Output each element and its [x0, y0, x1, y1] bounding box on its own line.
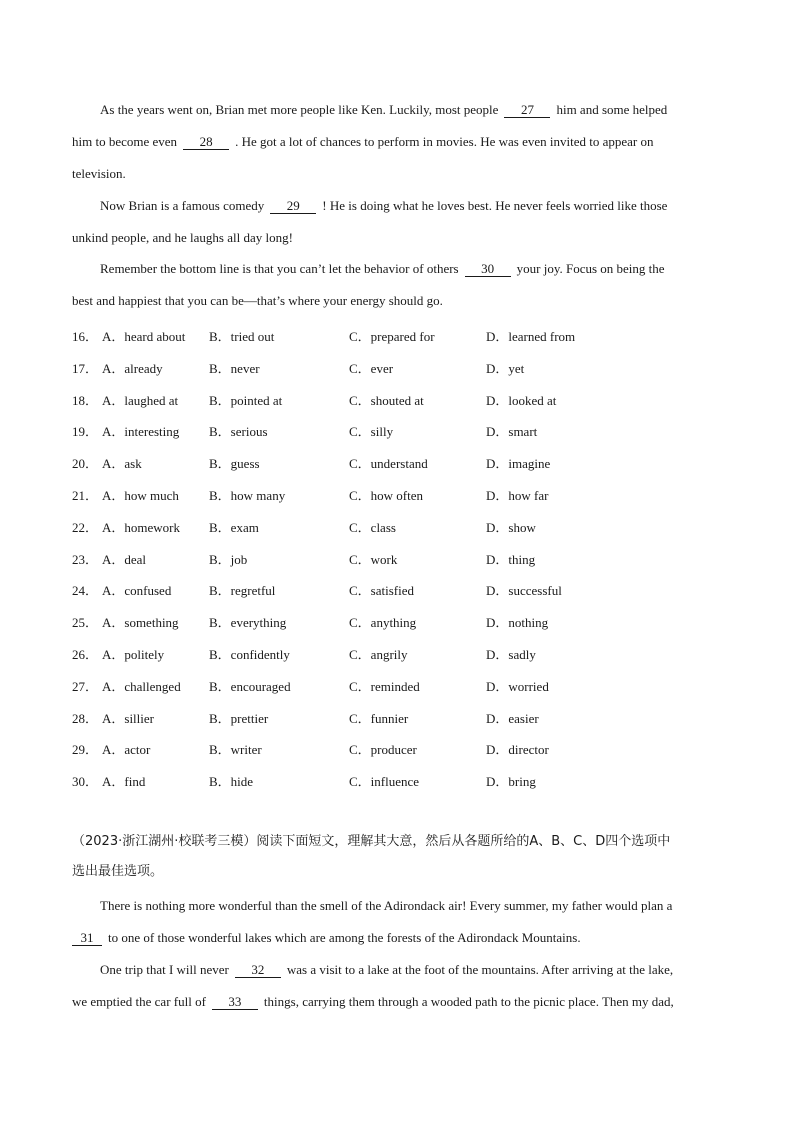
option-a: A．laughed at: [102, 392, 179, 408]
option-a: A．sillier: [102, 710, 154, 726]
option-a: A．actor: [102, 742, 151, 758]
source-line-1: （2023·浙江湖州·校联考三模）阅读下面短文，理解其大意，然后从各题所给的A、B、C、D四个选项中: [72, 834, 671, 849]
blank-29: 29: [270, 199, 316, 214]
option-c: C．ever: [349, 360, 394, 376]
blank-27: 27: [504, 103, 550, 118]
option-a: A．deal: [102, 551, 147, 567]
option-a: A．confused: [102, 583, 172, 599]
option-b: B．hide: [209, 774, 254, 790]
option-a: A．challenged: [102, 678, 181, 694]
option-d: D．how far: [486, 487, 549, 503]
option-a: A．heard about: [102, 329, 186, 344]
section-source: [72, 827, 728, 887]
option-b: B．job: [209, 551, 248, 567]
option-d: D．show: [486, 519, 536, 535]
text: One trip that I will never: [100, 962, 229, 977]
question-row: [72, 509, 732, 541]
question-number: 27．: [72, 678, 99, 694]
text: was a visit to a lake at the foot of the mountains. After arriving at the lake,: [286, 962, 674, 977]
question-number: 17．: [72, 360, 99, 376]
option-d: D．smart: [486, 424, 538, 440]
option-c: C．funnier: [349, 710, 409, 726]
question-number: 21．: [72, 487, 99, 503]
text: your joy. Focus on being the: [516, 261, 665, 276]
option-b: B．regretful: [209, 583, 276, 599]
option-b: B．encouraged: [209, 678, 291, 694]
option-d: D．yet: [486, 360, 525, 376]
text: we emptied the car full of: [72, 994, 206, 1009]
option-c: C．class: [349, 519, 396, 535]
question-number: 24．: [72, 583, 99, 599]
option-c: C．influence: [349, 774, 420, 790]
question-number: 30．: [72, 774, 99, 790]
option-c: C．angrily: [349, 646, 408, 662]
question-number: 28．: [72, 710, 99, 726]
question-row: [72, 763, 732, 795]
option-b: B．tried out: [209, 329, 275, 344]
question-number: 20．: [72, 456, 99, 472]
option-c: C．silly: [349, 424, 394, 440]
text: As the years went on, Brian met more people like Ken. Luckily, most people: [100, 102, 499, 117]
question-row: [72, 318, 732, 350]
question-row: [72, 636, 732, 668]
text: best and happiest that you can be—that’s where your energy should go.: [72, 293, 443, 308]
option-b: B．guess: [209, 456, 260, 472]
question-row: [72, 668, 732, 700]
question-row: [72, 604, 732, 636]
option-a: A．how much: [102, 487, 179, 503]
option-c: C．understand: [349, 456, 428, 472]
option-d: D．director: [486, 742, 549, 758]
blank-31: 31: [72, 931, 102, 946]
text: unkind people, and he laughs all day long!: [72, 230, 293, 245]
option-a: A．politely: [102, 646, 165, 662]
text: Remember the bottom line is that you can’t let the behavior of others: [100, 261, 459, 276]
question-row: [72, 382, 732, 414]
option-a: A．something: [102, 615, 179, 631]
passage1-paragraph2: [72, 190, 720, 254]
question-row: [72, 541, 732, 573]
option-d: D．looked at: [486, 392, 557, 408]
question-number: 19．: [72, 424, 99, 440]
blank-30: 30: [465, 262, 511, 277]
source-line-2: 选出最佳选项。: [72, 864, 164, 879]
option-d: D．bring: [486, 774, 536, 790]
option-d: D．easier: [486, 710, 539, 726]
question-number: 26．: [72, 646, 99, 662]
text: . He got a lot of chances to perform in movies. He was even invited to appear on: [235, 134, 654, 149]
option-d: D．thing: [486, 551, 536, 567]
text: to one of those wonderful lakes which are among the forests of the Adirondack Mountains.: [108, 930, 581, 945]
option-c: C．prepared for: [349, 329, 435, 344]
option-c: C．reminded: [349, 678, 420, 694]
question-row: [72, 413, 732, 445]
option-a: A．find: [102, 774, 146, 790]
question-row: [72, 700, 732, 732]
option-b: B．how many: [209, 487, 286, 503]
option-c: C．work: [349, 551, 398, 567]
text: Now Brian is a famous comedy: [100, 198, 265, 213]
option-b: B．prettier: [209, 710, 269, 726]
option-d: D．worried: [486, 678, 549, 694]
option-b: B．writer: [209, 742, 262, 758]
option-b: B．exam: [209, 519, 259, 535]
option-b: B．serious: [209, 424, 268, 440]
question-row: [72, 350, 732, 382]
option-b: B．confidently: [209, 646, 290, 662]
text: television.: [72, 166, 126, 181]
option-d: D．sadly: [486, 646, 536, 662]
passage1-paragraph1: [72, 94, 720, 190]
option-c: C．how often: [349, 487, 424, 503]
option-a: A．homework: [102, 519, 180, 535]
option-d: D．successful: [486, 583, 562, 599]
blank-28: 28: [183, 135, 229, 150]
question-number: 25．: [72, 615, 99, 631]
passage2-paragraph2: [72, 954, 720, 1018]
question-number: 16．: [72, 329, 99, 344]
option-c: C．satisfied: [349, 583, 414, 599]
blank-33: 33: [212, 995, 258, 1010]
option-d: D．nothing: [486, 615, 549, 631]
option-b: B．pointed at: [209, 392, 283, 408]
passage2-paragraph1: [72, 890, 720, 954]
option-c: C．producer: [349, 742, 417, 758]
option-b: B．everything: [209, 615, 287, 631]
option-c: C．shouted at: [349, 392, 424, 408]
question-row: [72, 477, 732, 509]
text: him and some helped: [556, 102, 668, 117]
option-c: C．anything: [349, 615, 417, 631]
question-number: 29．: [72, 742, 99, 758]
question-row: [72, 572, 732, 604]
question-row: [72, 731, 732, 763]
option-d: D．learned from: [486, 329, 576, 344]
question-number: 23．: [72, 551, 99, 567]
question-row: [72, 445, 732, 477]
option-a: A．already: [102, 360, 163, 376]
text: him to become even: [72, 134, 178, 149]
passage1-paragraph3: [72, 253, 720, 317]
text: things, carrying them through a wooded path to the picnic place. Then my dad,: [263, 994, 674, 1009]
question-number: 22．: [72, 519, 99, 535]
text: There is nothing more wonderful than the smell of the Adirondack air! Every summer, my father would plan a: [100, 898, 673, 913]
question-number: 18．: [72, 392, 99, 408]
option-a: A．ask: [102, 456, 142, 472]
options-list: [72, 318, 732, 795]
option-a: A．interesting: [102, 424, 180, 440]
option-b: B．never: [209, 360, 260, 376]
option-d: D．imagine: [486, 456, 551, 472]
text: ! He is doing what he loves best. He never feels worried like those: [322, 198, 668, 213]
blank-32: 32: [235, 963, 281, 978]
